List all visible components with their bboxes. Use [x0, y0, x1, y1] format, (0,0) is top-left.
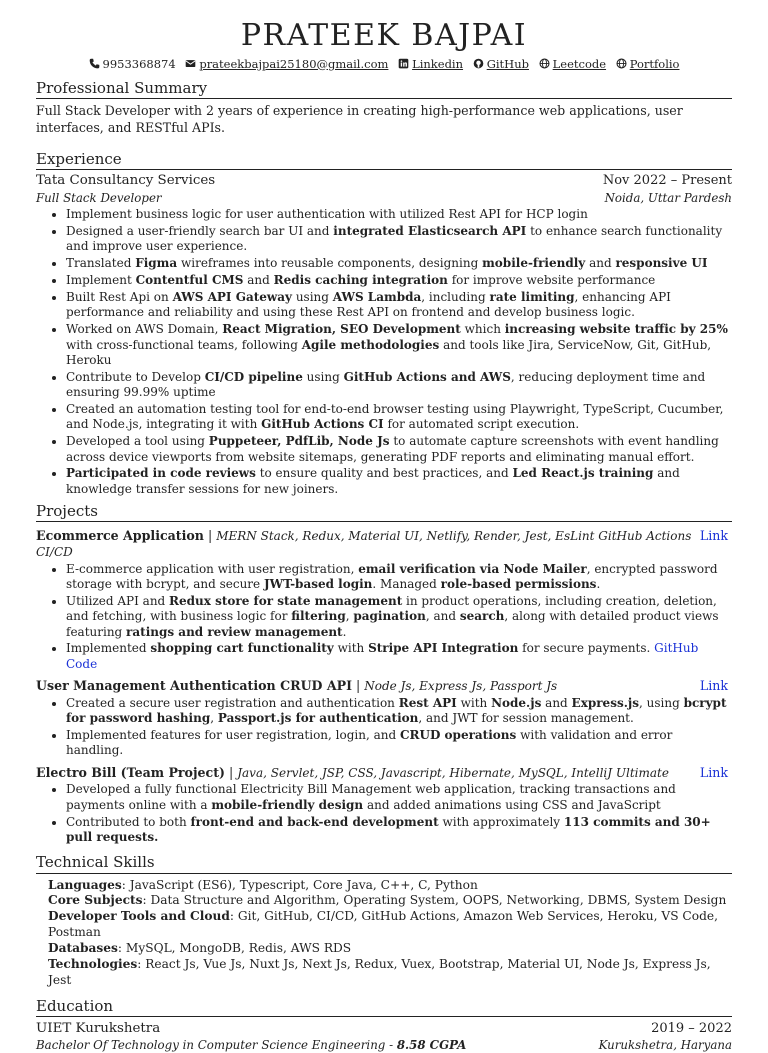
bullet-text: Implement business logic for user authentication with utilized Rest API for HCP login — [66, 207, 588, 222]
school-name: UIET Kurukshetra — [36, 1020, 161, 1036]
project-header — [36, 678, 732, 694]
bold-text: 113 commits and 30+ pull requests. — [66, 814, 711, 844]
bullet-text: and — [243, 273, 274, 288]
project-link[interactable]: Link — [699, 528, 728, 544]
bullet-text: to automate capture screenshots with event handling across device viewports from website sitemaps, generating PDF reports and eliminating manual effort. — [66, 434, 719, 464]
bold-text: email verification via Node Mailer — [358, 561, 587, 576]
linkedin-link[interactable]: Linkedin — [412, 56, 464, 71]
bullet-text: and — [585, 256, 616, 271]
skill-label: Databases — [48, 941, 118, 956]
bold-text: Redis caching integration — [273, 273, 448, 288]
bullet-text: with validation and error handling. — [66, 728, 673, 758]
bullet-text: and added animations using CSS and JavaScript — [363, 797, 661, 812]
experience-bullets — [36, 207, 732, 497]
portfolio-link[interactable]: Portfolio — [629, 56, 680, 71]
skill-label: Technologies — [48, 956, 138, 971]
bold-text: CRUD operations — [399, 728, 517, 743]
bullet-text: to ensure quality and best practices, and — [255, 466, 513, 481]
job-location: Noida, Uttar Pardesh — [604, 190, 732, 205]
experience-bullet — [66, 224, 732, 255]
bullet-text: Translated — [66, 256, 136, 271]
skill-value: Git, GitHub, CI/CD, GitHub Actions, Amazon Web Services, Heroku, VS Code, Postman — [48, 909, 718, 940]
project-bullet — [66, 782, 732, 813]
bold-text: AWS Lambda — [332, 289, 422, 304]
experience-bullet — [66, 256, 732, 271]
bold-text: AWS API Gateway — [172, 289, 292, 304]
project-bullet — [66, 728, 732, 759]
linkedin-icon — [398, 58, 409, 69]
project-name: User Management Authentication CRUD API — [36, 678, 352, 694]
project-bullet — [66, 696, 732, 727]
experience-bullet — [66, 466, 732, 497]
bullet-text: Implement — [66, 273, 136, 288]
project-header — [36, 765, 732, 781]
bullet-text: Contribute to Develop — [66, 369, 205, 384]
skills-list — [36, 878, 732, 989]
company-name: Tata Consultancy Services — [36, 173, 216, 189]
project-bullets — [36, 782, 732, 845]
project-bullet — [66, 815, 732, 846]
projects-heading: Projects — [36, 502, 732, 522]
bullet-text: wireframes into reusable components, designing — [177, 256, 483, 271]
cgpa: 8.58 CGPA — [396, 1038, 467, 1053]
bullet-text: with — [333, 641, 369, 656]
bullet-text: for secure payments. — [518, 641, 655, 656]
bullet-text: , using — [638, 695, 684, 710]
bullet-text: with — [456, 695, 492, 710]
bold-text: shopping cart functionality — [150, 641, 334, 656]
bullet-text: , reducing deployment time and ensuring 99.99% uptime — [66, 369, 706, 400]
project-title-line: Ecommerce Application | MERN Stack, Redux, Material UI, Netlify, Render, Jest, EsLint GitHub Actions CI/CD — [36, 528, 692, 560]
bullet-text: Worked on AWS Domain, — [66, 322, 223, 337]
globe-icon — [539, 58, 550, 69]
education-heading: Education — [36, 997, 732, 1017]
bullet-text: , — [210, 711, 218, 726]
project-bullet — [66, 562, 732, 593]
bullet-text: using — [302, 369, 344, 384]
resume-page — [36, 0, 732, 1053]
bullet-text: for automated script execution. — [383, 417, 580, 432]
bullet-text: using — [292, 289, 333, 304]
experience-bullet — [66, 273, 732, 288]
github-icon — [473, 58, 484, 69]
bold-text: Express.js — [571, 695, 639, 710]
email-item[interactable] — [185, 57, 392, 71]
skill-label: Developer Tools and Cloud — [48, 909, 230, 924]
email-link[interactable]: prateekbajpai25180@gmail.com — [199, 56, 389, 71]
bullet-text: and knowledge transfer sessions for new joiners. — [66, 466, 680, 496]
bold-text: React Migration, SEO Development — [222, 322, 461, 337]
github-code-link[interactable]: GitHub Code — [66, 641, 699, 671]
job-role: Full Stack Developer — [36, 190, 162, 205]
project-link[interactable]: Link — [699, 678, 728, 694]
bullet-text: . — [596, 577, 601, 592]
experience-dates: Nov 2022 – Present — [602, 173, 732, 189]
bullet-text: , — [345, 609, 354, 624]
project-tech-stack: Node Js, Express Js, Passport Js — [364, 679, 558, 694]
project-tech-stack: MERN Stack, Redux, Material UI, Netlify, Render, Jest, EsLint GitHub Actions CI/CD — [36, 529, 692, 560]
bold-text: integrated Elasticsearch API — [333, 224, 527, 239]
bullet-text: , including — [421, 289, 490, 304]
skill-label: Core Subjects — [48, 893, 143, 908]
contact-bar — [36, 57, 732, 71]
bullet-text: Designed a user-friendly search bar UI and — [66, 224, 334, 239]
skill-value: Data Structure and Algorithm, Operating System, OOPS, Networking, DBMS, System Design — [150, 893, 727, 908]
bullet-text: and — [541, 695, 572, 710]
bullet-text: for improve website performance — [447, 273, 656, 288]
bullet-text: Developed a fully functional Electricity Bill Management web application, tracking transactions and payments online with a — [66, 782, 676, 812]
bullet-text: . — [342, 624, 347, 639]
bullet-text: , and JWT for session management. — [418, 711, 634, 726]
project-bullets — [36, 696, 732, 759]
github-link[interactable]: GitHub — [486, 56, 529, 71]
summary-text: Full Stack Developer with 2 years of experience in creating high-performance web applications, user interfaces, and RESTful APIs. — [36, 102, 683, 135]
bold-text: Redux store for state management — [169, 593, 403, 608]
portfolio-item[interactable] — [616, 57, 680, 71]
bold-text: mobile-friendly design — [211, 797, 364, 812]
skill-value: React Js, Vue Js, Nuxt Js, Next Js, Redux, Vuex, Bootstrap, Material UI, Node Js, Express Js, Jest — [48, 956, 711, 987]
skill-label: Languages — [48, 877, 122, 892]
project-bullet — [66, 641, 732, 672]
experience-header — [36, 173, 732, 189]
bold-text: Participated in code reviews — [66, 466, 256, 481]
project-header — [36, 528, 732, 559]
degree-name: Bachelor Of Technology in Computer Science Engineering - — [36, 1038, 397, 1053]
education-dates: 2019 – 2022 — [651, 1020, 732, 1036]
bullet-text: to enhance search functionality and improve user experience. — [66, 224, 723, 254]
leetcode-link[interactable]: Leetcode — [552, 56, 607, 71]
degree — [36, 1038, 466, 1052]
bullet-text: . Managed — [372, 577, 441, 592]
globe-icon — [616, 58, 627, 69]
bullet-text: , enhancing API performance and reliability and using these Rest API on frontend and develop business logic. — [66, 289, 671, 320]
github-item[interactable] — [473, 57, 533, 71]
bold-text: filtering — [291, 609, 346, 624]
bold-text: front-end and back-end development — [190, 814, 439, 829]
bullet-text: , along with detailed product views featuring — [66, 609, 719, 639]
bullet-text: Contributed to both — [66, 814, 191, 829]
bullet-text: Implemented features for user registration, login, and — [66, 728, 400, 743]
skill-value: JavaScript (ES6), Typescript, Core Java, C++, C, Python — [129, 877, 478, 892]
bullet-text: Built Rest Api on — [66, 289, 173, 304]
skill-line: Core Subjects: Data Structure and Algorithm, Operating System, OOPS, Networking, DBMS, System Design — [48, 893, 727, 908]
skill-line: Developer Tools and Cloud: Git, GitHub, CI/CD, GitHub Actions, Amazon Web Services, Heroku, VS Code, Postman — [48, 909, 718, 940]
bullet-text: which — [460, 322, 505, 337]
bold-text: Passport.js for authentication — [217, 711, 419, 726]
bold-text: pagination — [353, 609, 426, 624]
bold-text: GitHub Actions and AWS — [343, 369, 511, 384]
bold-text: GitHub Actions CI — [261, 417, 384, 432]
experience-bullet — [66, 322, 732, 368]
bold-text: Rest API — [398, 695, 457, 710]
experience-bullet — [66, 402, 732, 433]
experience-bullet — [66, 370, 732, 401]
bold-text: role-based permissions — [440, 577, 597, 592]
linkedin-item[interactable] — [398, 57, 467, 71]
project-name: Ecommerce Application — [36, 528, 204, 544]
candidate-name: PRATEEK BAJPAI — [240, 18, 528, 53]
experience-heading: Experience — [36, 150, 732, 170]
leetcode-item[interactable] — [539, 57, 610, 71]
experience-bullet — [66, 290, 732, 321]
bullet-text: with approximately — [438, 814, 564, 829]
bullet-text: Created a secure user registration and authentication — [66, 695, 399, 710]
bold-text: ratings and review management — [126, 624, 343, 639]
bold-text: Led React.js training — [512, 466, 654, 481]
bold-text: search — [459, 609, 505, 624]
projects-list — [36, 528, 732, 845]
education-location: Kurukshetra, Haryana — [598, 1038, 732, 1053]
phone-number: 9953368874 — [102, 56, 176, 71]
project-title-line: User Management Authentication CRUD API | Node Js, Express Js, Passport Js — [36, 678, 558, 694]
bold-text: Contentful CMS — [135, 273, 244, 288]
bold-text: Stripe API Integration — [368, 641, 519, 656]
bullet-text: Utilized API and — [66, 593, 170, 608]
skills-heading: Technical Skills — [36, 853, 732, 873]
email-icon — [185, 58, 196, 69]
project-name: Electro Bill (Team Project) — [36, 764, 225, 780]
project-title-line: Electro Bill (Team Project) | Java, Servlet, JSP, CSS, Javascript, Hibernate, MySQL, IntelliJ Ultimate — [36, 764, 669, 780]
project-bullets — [36, 562, 732, 673]
bold-text: increasing website traffic by 25% — [504, 322, 728, 337]
skill-line: Databases: MySQL, MongoDB, Redis, AWS RDS — [48, 941, 352, 956]
bullet-text: in product operations, including creation, deletion, and fetching, with business logic for — [66, 593, 717, 624]
bold-text: bcrypt for password hashing — [66, 695, 727, 726]
bold-text: Agile methodologies — [301, 337, 440, 352]
bullet-text: with cross-functional teams, following — [66, 337, 302, 352]
bold-text: Node.js — [491, 695, 542, 710]
bullet-text: Implemented — [66, 641, 151, 656]
project-bullet — [66, 594, 732, 640]
education-subheader — [36, 1038, 732, 1052]
project-link[interactable]: Link — [699, 764, 728, 780]
bold-text: JWT-based login — [263, 577, 373, 592]
phone-item — [89, 57, 180, 71]
project-tech-stack: Java, Servlet, JSP, CSS, Javascript, Hibernate, MySQL, IntelliJ Ultimate — [237, 765, 669, 780]
bold-text: Puppeteer, PdfLib, Node Js — [208, 434, 390, 449]
bold-text: mobile-friendly — [482, 256, 586, 271]
bullet-text: E-commerce application with user registration, — [66, 561, 359, 576]
skill-line: Technologies: React Js, Vue Js, Nuxt Js, Next Js, Redux, Vuex, Bootstrap, Material UI, Node Js, Express Js, Jest — [48, 956, 711, 987]
skill-line: Languages: JavaScript (ES6), Typescript, Core Java, C++, C, Python — [48, 877, 478, 892]
experience-bullet — [66, 434, 732, 465]
bold-text: Figma — [135, 256, 178, 271]
phone-icon — [89, 58, 100, 69]
bold-text: rate limiting — [489, 289, 575, 304]
bullet-text: Created an automation testing tool for end-to-end browser testing using Playwright, TypeScript, Cucumber, and Node.js, integrating it with — [66, 401, 724, 432]
experience-bullet — [66, 207, 732, 222]
bold-text: CI/CD pipeline — [204, 369, 303, 384]
bullet-text: and tools like Jira, ServiceNow, Git, GitHub, Heroku — [66, 337, 712, 367]
education-header — [36, 1021, 732, 1037]
bullet-text: , and — [425, 609, 460, 624]
bullet-text: Developed a tool using — [66, 434, 209, 449]
experience-subheader — [36, 191, 732, 205]
summary-heading: Professional Summary — [36, 79, 732, 99]
skill-value: MySQL, MongoDB, Redis, AWS RDS — [125, 941, 352, 956]
bold-text: responsive UI — [615, 256, 708, 271]
bullet-text: , encrypted password storage with bcrypt, and secure — [66, 561, 718, 592]
